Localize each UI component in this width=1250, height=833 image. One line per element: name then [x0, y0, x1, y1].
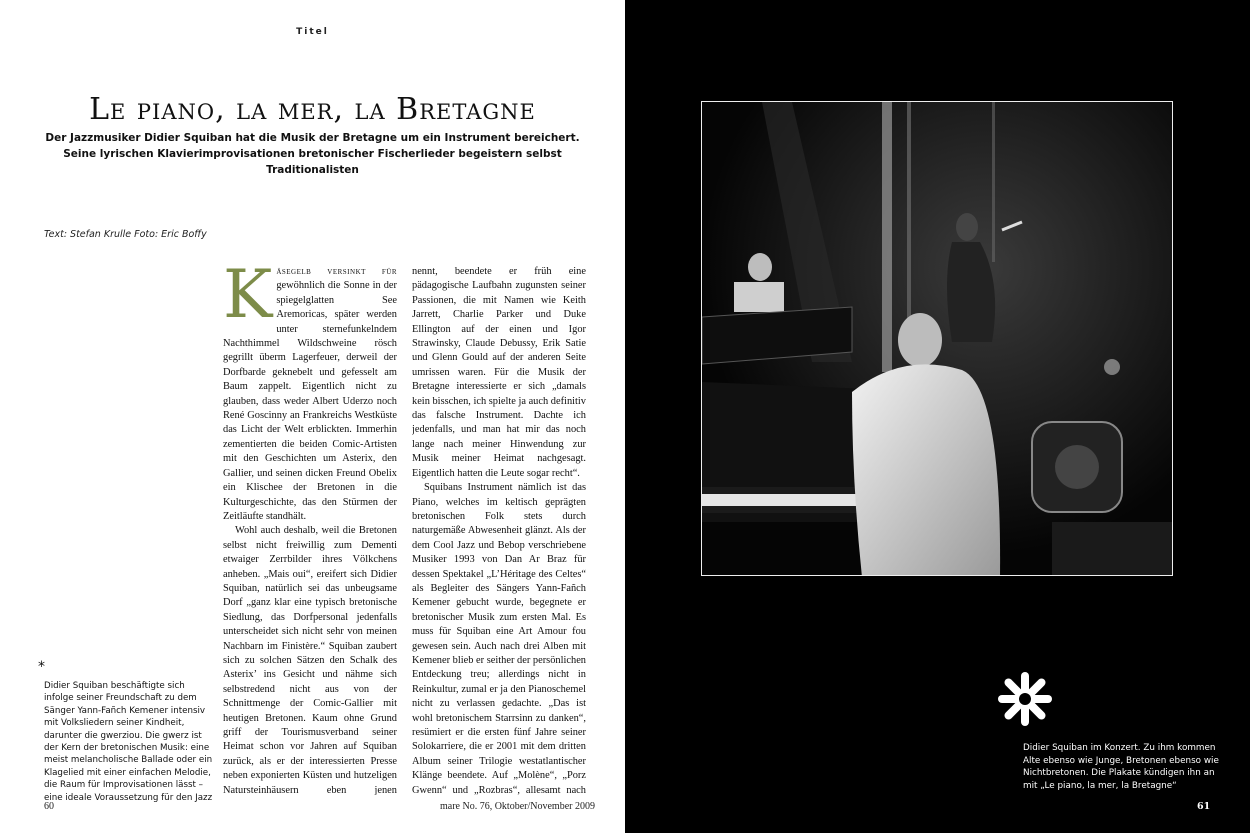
section-label: Titel	[296, 27, 329, 37]
paragraph: nennt, beendete er früh eine pädagogische Laufbahn zugunsten seiner Passionen, die mit Namen wie Keith Jarrett, Charlie Parker und Duke Ellington auf der einen und Igor Strawinsky, Claude Debussy, Erik Satie und Glenn Gould auf der anderen Seite umrissen waren. Für die Musik der Bretagne interessierte er sich „damals kein bisschen, ich spielte ja auch definitiv das falsche Instrument. Dachte ich jedenfalls, und man hat mir das noch lange nach meiner Hinwendung zur Musik meiner Heimat nachgesagt. Eigentlich hatten die Leute sogar recht“.	[412, 266, 586, 479]
asterisk-icon	[996, 670, 1054, 728]
concert-photo-image	[702, 102, 1173, 576]
page-number: 61	[1197, 801, 1211, 812]
lead-in: äsegelb versinkt für	[276, 266, 397, 277]
credits: Text: Stefan Krulle Foto: Eric Boffy	[44, 229, 207, 240]
page-number: 60	[44, 801, 54, 812]
paragraph: Wohl auch deshalb, weil die Bretonen selbst nicht freiwillig zum Dementi etwaiger Zerrbilder ihres Völkchens anheben. „Mais oui“, ereifert sich Didier Squiban, natürlich sei das unbeugsame Dorf „ganz klar eine typisch bretonische Siedlung, das Dorfpersonal jedenfalls unterscheidet sich nicht sehr von meinen Nachbarn im Finistère.“ Squiban zaubert sich zu solchen Sätzen den Schalk des Asterix’ ins Gesicht und nähme sich selbstredend nicht aus von der Schnittmenge der Comic-Gallier mit heutigen Bretonen. Kaum ohne Grund griff der Tourismusverband seiner Heimat schon vor Jahren auf Squiban zurück, als er der interessierten Presse neben exponierten Küsten und hutzeligen Natursteinhäusern eben jenen	[223, 525, 397, 795]
issue-line: mare No. 76, Oktober/November 2009	[440, 801, 595, 812]
concert-photo	[701, 101, 1173, 576]
sidebar-note: Didier Squiban beschäftigte sich infolge seiner Freundschaft zu dem Sänger Yann-Fañch Kemener intensiv mit Volksliedern seiner Kindheit, darunter die gwerziou. Die gwerz ist der Kern der bretonischen Musik: eine meist melancholische Ballade oder ein Klagelied mit einer einfachen Melodie, die Raum für Improvisationen lässt – eine ideale Voraussetzung für den Jazz	[44, 681, 213, 803]
text-column-1	[223, 265, 397, 795]
deck-line: Der Jazzmusiker Didier Squiban hat die Musik der Bretagne um ein Instrument bereichert.	[45, 132, 580, 144]
paragraph: Squibans Instrument nämlich ist das Piano, welches im keltisch geprägten bretonischen Folk stets durch naturgemäße Abwesenheit glänzt. Als der dem Cool Jazz und Bebop verschriebene Musiker 1993 von Dan Ar Braz für dessen Spektakel „L’Héritage des Celtes“ als Begleiter des Sängers Yann-Fañch Kemener gebucht wurde, begegnete er bretonischer Musik zum ersten Mal. Es muss für Squiban eine Art Amour fou gewesen sein. Auch nach drei Alben mit Kemener blieb er seither der persönlichen Entdeckung treu; allerdings nicht in Reinkultur, zumal er ja den Pianoschemel nicht zu verlassen gedachte. „Das ist wohl bretonischem Starrsinn zu danken“, resümiert er die ersten fünf Jahre seiner Solokarriere, die er 2001 mit dem dritten Album seiner Trilogie westatlantischer Klänge beendete. Auf „Molène“, „Porz Gwenn“ und „Rozbras“, allesamt nach	[412, 482, 586, 795]
deck-line: Seine lyrischen Klavierimprovisationen bretonischer Fischerlieder begeistern selbst Traditionalisten	[63, 148, 562, 176]
photo-caption: Didier Squiban im Konzert. Zu ihm kommen Alte ebenso wie Junge, Bretonen ebenso wie Nichtbretonen. Die Plakate kündigen ihn an mit „Le piano, la mer, la Bretagne“	[1023, 743, 1219, 791]
paragraph-text: gewöhnlich die Sonne in der spiegelglatten See Aremoricas, später werden unter sternefunkelndem Nachthimmel Wildschweine rösch gegrillt überm Lagerfeuer, derweil der Dorfbarde geknebelt und gefesselt am Baum zappelt. Eigentlich nicht zu glauben, dass weder Albert Uderzo noch René Goscinny an Frankreichs Westküste das Licht der Welt erblickten. Immerhin zementierten die beiden Comic-Artisten mit den Geschichten um Asterix, den Gallier, und seinen dicken Freund Obelix ein Klischee der Bretonen in die Kulturgeschichte, das den Stürmen der Zeitläufte standhält.	[223, 280, 397, 522]
deck	[30, 130, 595, 178]
headline: Le piano, la mer, la Bretagne	[89, 92, 536, 127]
drop-cap: K	[223, 265, 273, 333]
text-column-2	[412, 265, 586, 795]
paragraph	[223, 265, 397, 524]
asterisk-icon: *	[38, 659, 45, 675]
